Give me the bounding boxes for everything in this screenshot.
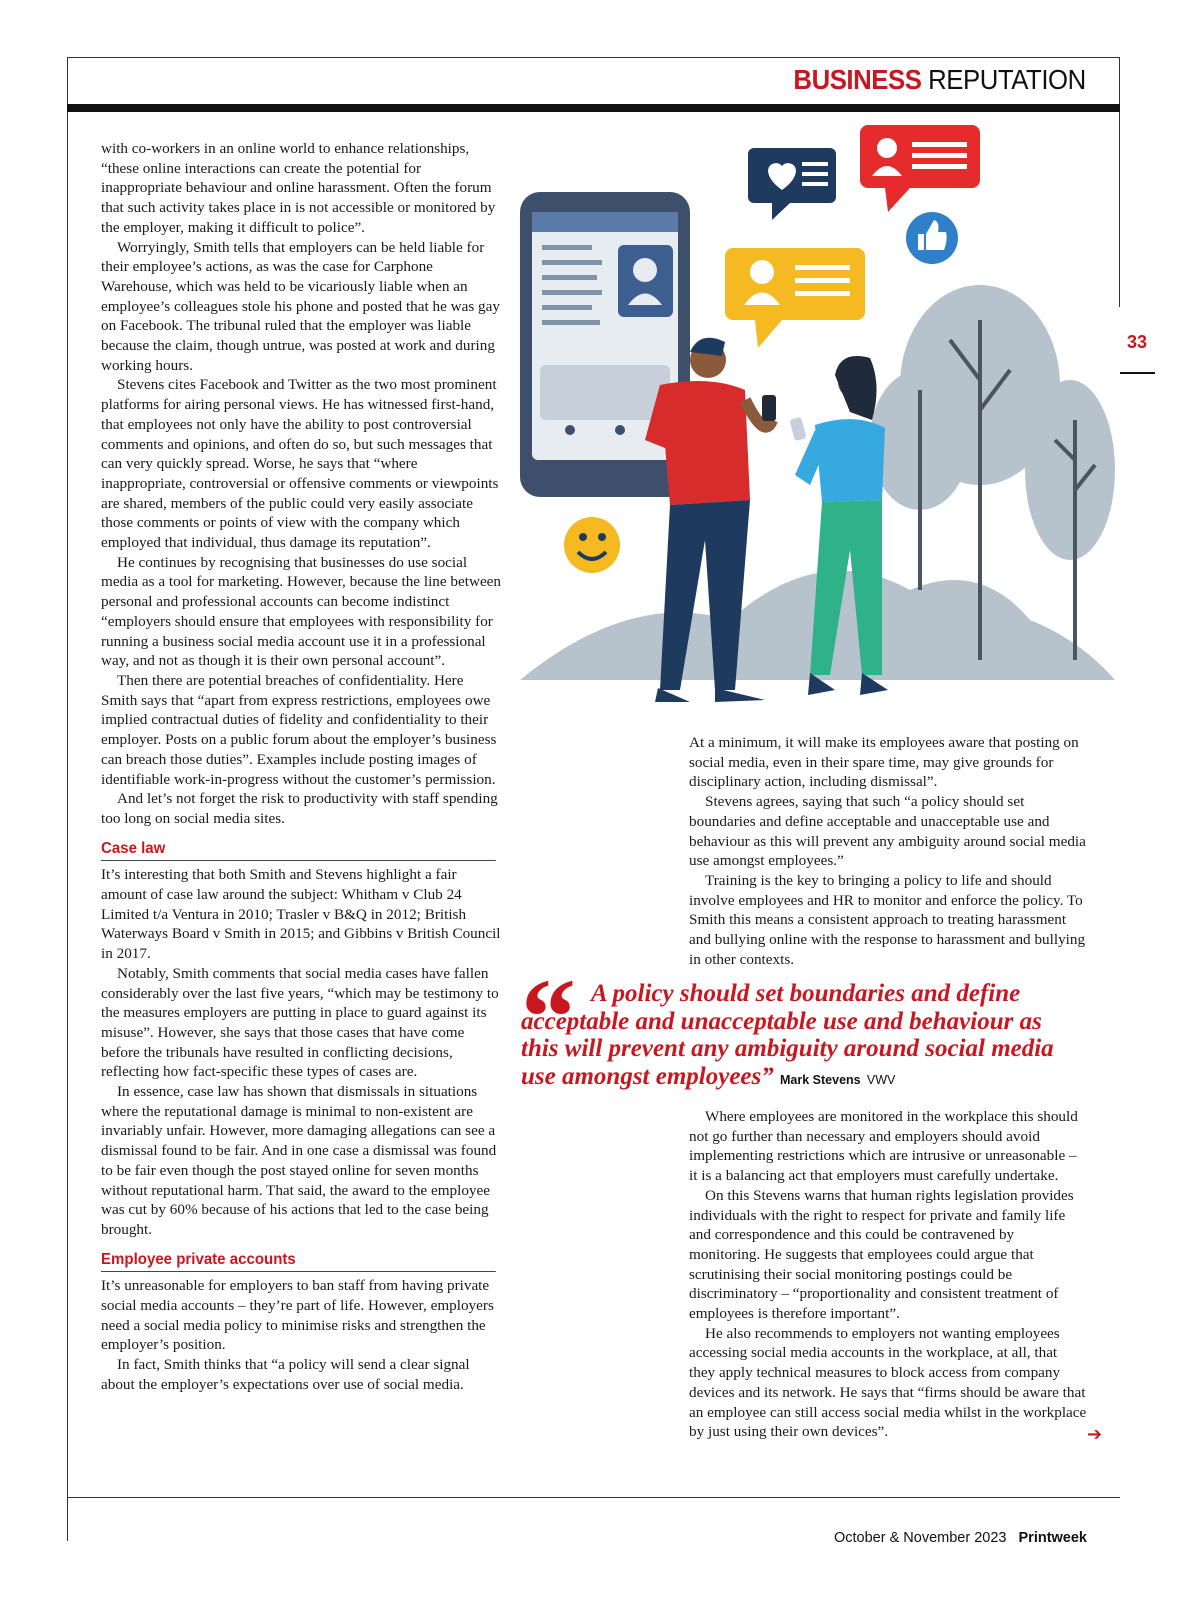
subhead-employee-private-accounts: Employee private accounts <box>101 1250 496 1273</box>
left-paragraph-7: It’s interesting that both Smith and Stevens highlight a fair amount of case law around the subject: Whitham v Club 24 Limited t/a Ventura in 2010; Trasler v B&Q in 2012; British Waterways Board v Smith in 2015; and Gibbins v British Council in 2017. <box>101 866 501 963</box>
right-top-paragraph-1: At a minimum, it will make its employees aware that posting on social media, even in their spare time, may give grounds for disciplinary action, including dismissal”. <box>689 734 1079 791</box>
section-title-light: REPUTATION <box>928 64 1086 95</box>
heart-chat-bubble-icon <box>748 148 836 220</box>
pull-quote-attribution: Mark Stevens <box>780 1072 861 1087</box>
right-top-paragraph-2: Stevens agrees, saying that such “a policy should set boundaries and define acceptable and unacceptable use and behaviour as this will prevent any ambiguity around social media use amongst employees.” <box>689 793 1086 870</box>
footer-brand: Printweek <box>1018 1530 1087 1546</box>
footer-date: October & November 2023 <box>833 1530 1007 1546</box>
subhead-case-law: Case law <box>101 839 496 862</box>
left-paragraph-11: In fact, Smith thinks that “a policy will send a clear signal about the employer’s expectations over use of social media. <box>101 1356 470 1393</box>
section-title-bold: BUSINESS <box>793 64 922 95</box>
pull-quote-organisation: VWV <box>866 1072 896 1087</box>
smiley-face-icon <box>564 517 620 573</box>
page-frame-left <box>67 57 68 1541</box>
pull-quote-text: A policy should set boundaries and define acceptable and unacceptable use and behaviour as this will prevent any ambiguity around social media use amongst employees” <box>521 980 1054 1090</box>
page-footer <box>834 1530 1087 1546</box>
tree-small <box>1025 380 1115 560</box>
right-bottom-paragraph-2: On this Stevens warns that human rights legislation provides individuals with the right to respect for private and family life and correspondence and this could be contravened by monitoring. He suggests that employees could argue that scrutinising their social monitoring postings could be discriminatory – “proportionality and consistent treatment of employees is therefore important”. <box>689 1186 1074 1323</box>
header-rule <box>67 104 1120 112</box>
right-column-bottom <box>689 1107 1087 1442</box>
page-number-rule <box>1120 372 1155 374</box>
page-number: 33 <box>1127 332 1148 352</box>
profile-chat-bubble-red-icon <box>860 125 980 212</box>
profile-chat-bubble-yellow-icon <box>725 248 865 348</box>
right-top-paragraph-3: Training is the key to bringing a policy to life and should involve employees and HR to monitor and enforce the policy. To Smith this means a consistent approach to treating harassment and bullying online with the response to harassment and bullying in other contexts. <box>689 871 1086 968</box>
left-paragraph-4: He continues by recognising that businesses do use social media as a tool for marketing. However, because the line between personal and professional accounts can become indistinct “employers should ensure that employees with responsibility for running a business social media account use it in a professional way, and not as though it is their own personal account”. <box>101 553 502 670</box>
left-paragraph-6: And let’s not forget the risk to productivity with staff spending too long on social media sites. <box>101 790 498 827</box>
left-paragraph-5: Then there are potential breaches of confidentiality. Here Smith says that “apart from express restrictions, employees owe implied contractual duties of fidelity and confidentiality to their employer. Posts on a public forum about the employer’s business can breach those duties”. Examples include posting images of identifiable work-in-progress without the customer’s permission. <box>101 671 497 788</box>
left-paragraph-9: In essence, case law has shown that dismissals in situations where the reputational damage is minimal to non-existent are invariably unfair. However, more damaging allegations can see a dismissal found to be fair. And in one case a dismissal was found to be fair even though the post stayed online for seven months without reputational harm. That said, the award to the employee was cut by 60% because of his actions that led to the case being brought. <box>101 1083 497 1238</box>
phone-screen <box>520 192 690 497</box>
left-paragraph-8: Notably, Smith comments that social media cases have fallen considerably over the last five years, “which may be testimony to the measures employers are putting in place to guard against its misuse”. However, she says that those cases that have come before the tribunals have resulted in conflicting decisions, reflecting how fact-specific these types of cases are. <box>101 964 499 1081</box>
left-paragraph-10: It’s unreasonable for employers to ban staff from having private social media accounts – they’re part of life. However, employers need a social media policy to minimise risks and strengthen the employer’s position. <box>101 1277 494 1354</box>
opening-quote-mark-icon: “ <box>521 956 576 1078</box>
left-paragraph-1: with co-workers in an online world to enhance relationships, “these online interactions can create the potential for inappropriate behaviour and online harassment. Often the forum that such activity takes place in is not accessible or monitored by the employer, making it difficult to police”. <box>101 140 496 236</box>
pull-quote <box>521 980 1081 1094</box>
section-title <box>794 64 1086 96</box>
page-frame-top <box>67 57 1120 58</box>
left-paragraph-2: Worryingly, Smith tells that employers can be held liable for their employee’s actions, as was the case for Carphone Warehouse, which was held to be vicariously liable when an employee’s colleagues stole his phone and posted that he was gay on Facebook. The tribunal ruled that the employer was liable because the claim, though untrue, was posted at work and during working hours. <box>101 238 500 374</box>
page-frame-bottom <box>67 1497 1120 1498</box>
thumbs-up-icon <box>906 212 958 264</box>
left-column <box>101 139 501 1395</box>
right-bottom-paragraph-1: Where employees are monitored in the workplace this should not go further than necessary and employers should avoid implementing restrictions which are intrusive or unreasonable – it is a balancing act that employers must carefully undertake. <box>689 1108 1078 1185</box>
right-bottom-paragraph-3: He also recommends to employers not wanting employees accessing social media accounts in the workplace, at all, that they apply technical measures to block access from company devices and its network. He says that “firms should be aware that an employee can still access social media whilst in the workplace by just using their own devices”. <box>689 1324 1087 1441</box>
social-media-illustration <box>510 120 1120 720</box>
right-column-top <box>689 733 1087 969</box>
left-paragraph-3: Stevens cites Facebook and Twitter as the two most prominent platforms for airing personal views. He has witnessed first-hand, that employees not only have the ability to post controversial comments and opinions, and often do so, but such messages that can very quickly spread. Worse, he says that “where inappropriate, controversial or offensive comments or viewpoints are shared, members of the public could very easily associate those comments or points of view with the company which employed that individual, thus damage its reputation”. <box>101 376 499 552</box>
arrow-right-icon[interactable]: ➔ <box>1087 1424 1103 1445</box>
